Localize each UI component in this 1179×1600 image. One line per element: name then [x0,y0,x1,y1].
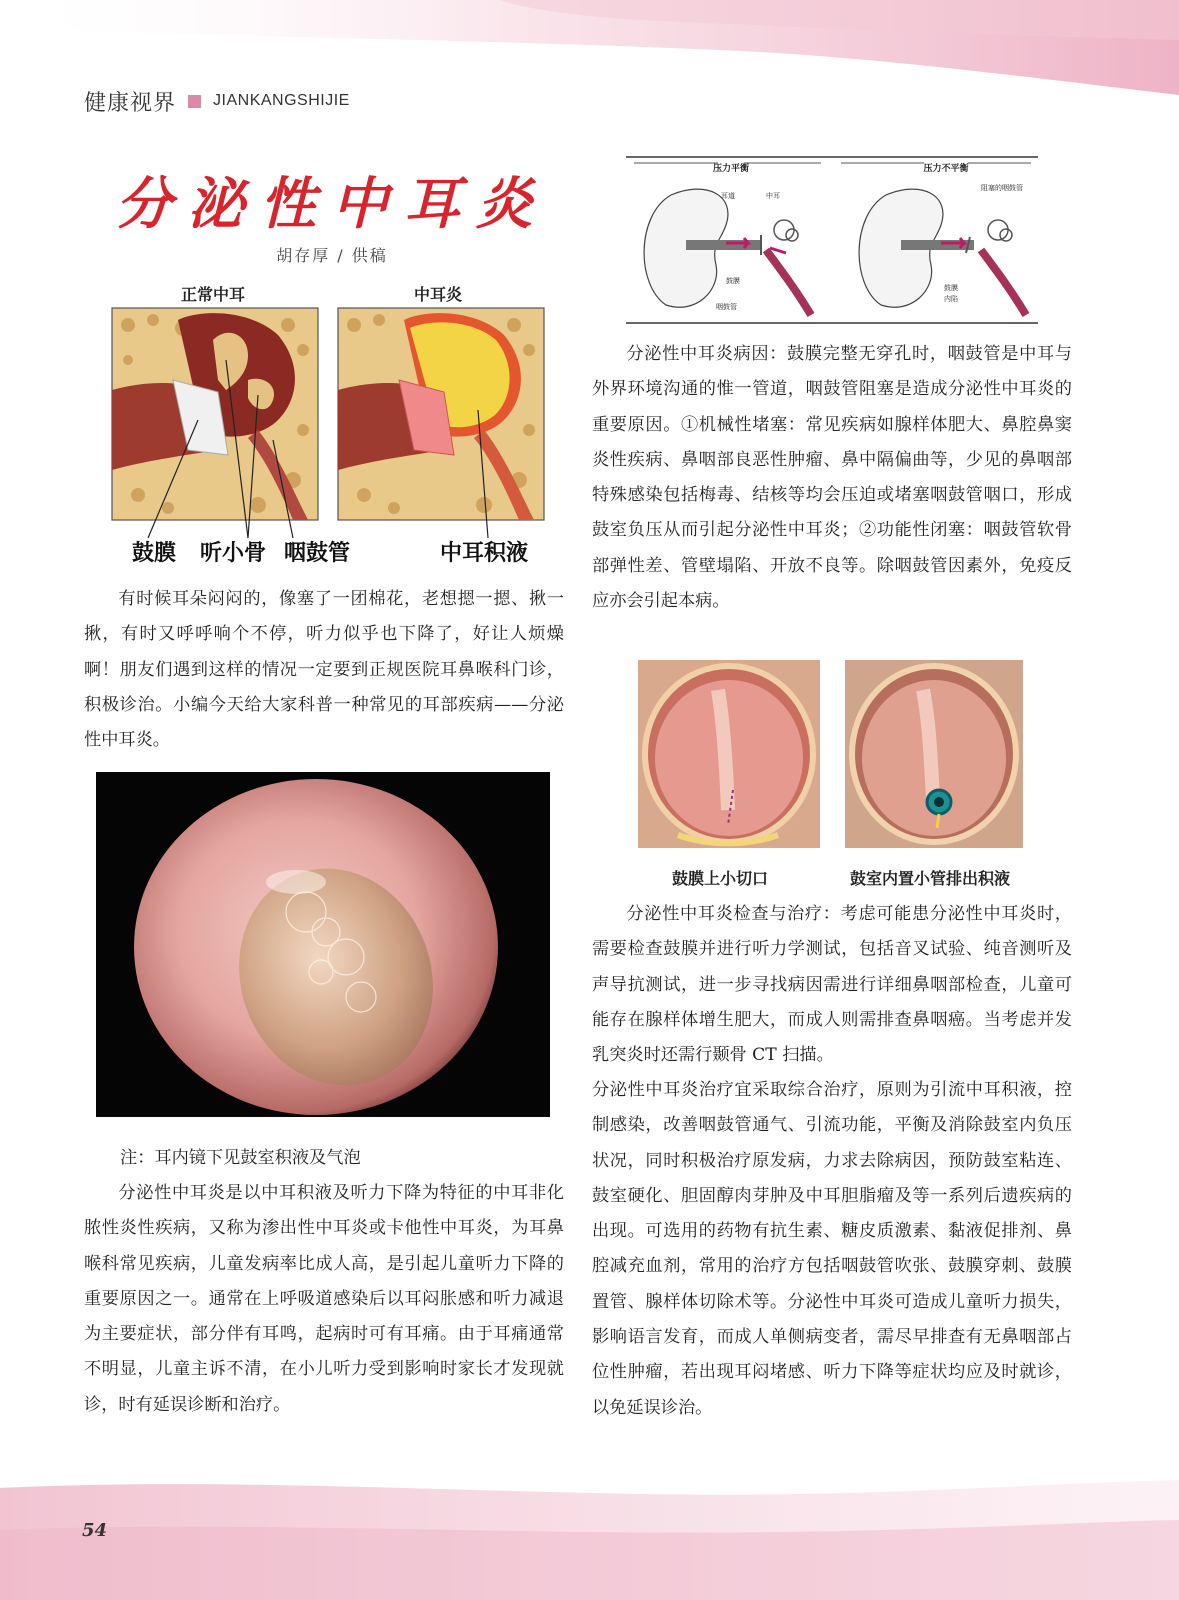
ear-balanced-illustration [644,189,811,315]
label-eardrum-right: 鼓膜 [944,285,958,292]
label-retraction: 内陷 [944,296,958,303]
brand-square-icon [188,95,201,108]
treatment-paragraph: 分泌性中耳炎治疗宜采取综合治疗，原则为引流中耳积液，控制感染，改善咽鼓管通气、引流功能，平衡及消除鼓室内负压状况，同时积极治疗原发病，力求去除病因，预防鼓室粘连、鼓室硬化、胆固醇肉芽肿及中耳胆脂瘤及等一系列后遗疾病的出现。可选用的药物有抗生素、糖皮质激素、黏液促排剂、鼻腔减充血剂，常用的治疗方包括咽鼓管吹张、鼓膜穿刺、鼓膜置管、腺样体切除术等。分泌性中耳炎可造成儿童听力损失，影响语言发育，而成人单侧病变者，需尽早排查有无鼻咽部占位性肿瘤，若出现耳闷堵感、听力下降等症状均应及时就诊，以免延误诊治。 [592,1080,1072,1418]
callout-eardrum: 鼓膜 [132,540,177,565]
bottom-pink-wash [0,1470,1179,1600]
callout-eustachian-tube: 咽鼓管 [284,540,351,565]
label-eardrum-left: 鼓膜 [726,278,740,285]
treatment-right-image [845,660,1023,848]
article-title: 分泌性中耳炎 [116,171,548,237]
label-otitis: 中耳炎 [413,287,463,304]
brand-latin: JIANKANGSHIJIE [213,92,350,109]
label-middle-ear: 中耳 [766,193,780,200]
left-pressure-title: 压力平衡 [712,163,750,173]
anatomy-figure [108,280,548,570]
intro-paragraph: 有时候耳朵闷闷的，像塞了一团棉花，老想摁一摁、揪一揪，有时又呼呼响个不停，听力似乎也下降了，好让人烦燥啊！朋友们遇到这样的情况一定要到正规医院耳鼻喉科门诊，积极诊治。小编今天给大家科普一种常见的耳部疾病——分泌性中耳炎。 [84,589,564,751]
ear-unbalanced-illustration [859,183,1026,315]
exam-paragraph: 分泌性中耳炎检查与治疗：考虑可能患分泌性中耳炎时，需要检查鼓膜并进行听力学测试，包括音叉试验、纯音测听及声导抗测试，进一步寻找病因需进行详细鼻咽部检查，儿童可能存在腺样体增生肥大，而成人则需排查鼻咽癌。当考虑并发乳突炎时还需行颞骨 CT 扫描。 [592,904,1072,1066]
treatment-left-image [638,660,820,848]
treatment-caption-left: 鼓膜上小切口 [672,871,769,888]
otitis-ear-illustration [338,308,544,520]
article-byline: 胡存厚 / 供稿 [276,246,388,265]
brand-name: 健康视界 [84,90,177,116]
otoscope-photo [96,772,550,1117]
cause-paragraph: 分泌性中耳炎病因：鼓膜完整无穿孔时，咽鼓管是中耳与外界环境沟通的惟一管道，咽鼓管阻塞是造成分泌性中耳炎的重要原因。①机械性堵塞：常见疾病如腺样体肥大、鼻腔鼻窦炎性疾病、鼻咽部良恶性肿瘤、鼻中隔偏曲等，少见的鼻咽部特殊感染包括梅毒、结核等均会压迫或堵塞咽鼓管咽口，形成鼓室负压从而引起分泌性中耳炎；②功能性闭塞：咽鼓管软骨部弹性差、管壁塌陷、开放不良等。除咽鼓管因素外，免疫反应亦会引起本病。 [592,344,1072,612]
callout-ossicles: 听小骨 [200,540,267,565]
normal-ear-illustration [112,308,318,520]
pressure-diagram [626,155,1038,327]
definition-paragraph: 分泌性中耳炎是以中耳积液及听力下降为特征的中耳非化脓性炎性疾病，又称为渗出性中耳炎或卡他性中耳炎，为耳鼻喉科常见疾病，儿童发病率比成人高，是引起儿童听力下降的重要原因之一。通常在上呼吸道感染后以耳闷胀感和听力减退为主要症状，部分伴有耳鸣，起病时可有耳痛。由于耳痛通常不明显，儿童主诉不清，在小儿听力受到影响时家长才发现就诊，时有延误诊断和治疗。 [84,1183,564,1415]
callout-effusion: 中耳积液 [440,540,529,565]
label-normal-ear: 正常中耳 [180,287,246,304]
label-blocked-tube: 阻塞的咽鼓管 [981,185,1023,192]
otoscope-note: 注：耳内镜下见鼓室积液及气泡 [120,1148,361,1168]
label-ear-canal: 耳道 [721,193,735,200]
treatment-caption-right: 鼓室内置小管排出积液 [850,871,1011,888]
page-number: 54 [82,1520,108,1541]
right-pressure-title: 压力不平衡 [923,163,969,173]
label-eustachian-left: 咽鼓管 [716,304,737,311]
magazine-header [84,86,350,116]
